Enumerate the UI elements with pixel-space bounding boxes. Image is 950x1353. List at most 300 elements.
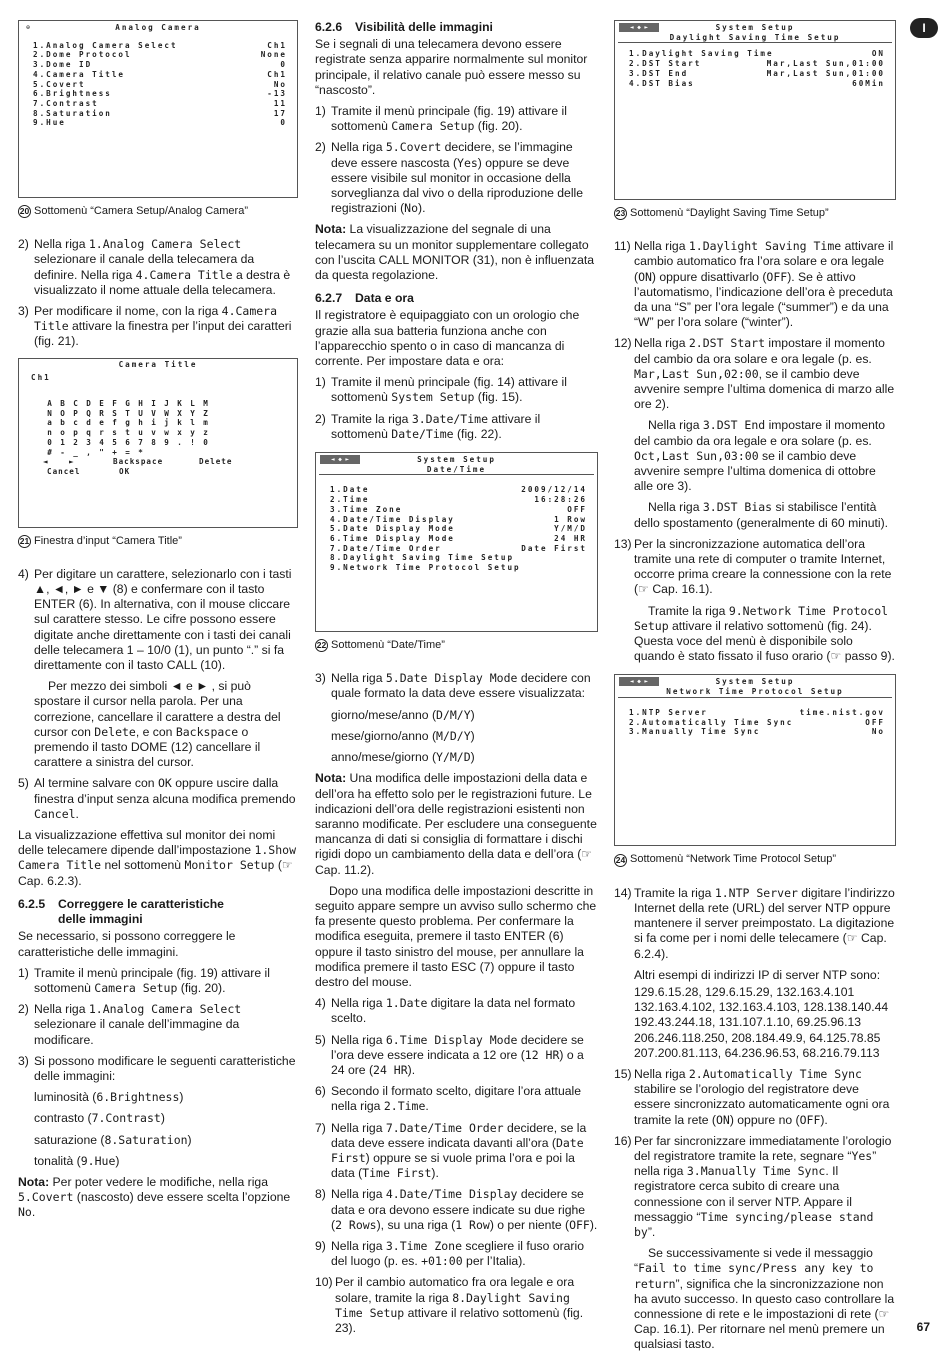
menu-row[interactable] (316, 495, 597, 505)
menu-icon: ◄ ◆ ► (619, 23, 659, 32)
item-text: Nella riga 5.Covert decidere, se l’immagine deve essere nascosta (Yes) oppure se deve essere visibile sul monitor in occasione della sorveglianza dal vivo o della riproduzione delle registrazioni (No). (331, 140, 584, 216)
menu-row-label: 7.Date/Time Order (330, 543, 442, 553)
item-text: Nella riga 1.Analog Camera Select selezionare il canale dell’immagine da modificare. (34, 1002, 242, 1047)
character-key[interactable]: 9 (164, 437, 169, 447)
item-number: 12) (614, 336, 632, 351)
menu-row-label: 4.Camera Title (33, 69, 126, 79)
edit-row (19, 457, 297, 467)
figure-analog-camera (18, 20, 298, 198)
character-key[interactable]: c (73, 418, 78, 428)
character-key[interactable]: " (99, 447, 104, 457)
menu-icon: ◄ ◆ ► (619, 677, 659, 686)
character-row (43, 428, 297, 438)
paragraph: Nella riga 3.DST Bias si stabilisce l’entità dello spostamento (generalmente di 60 minuti). (634, 500, 889, 530)
character-key[interactable]: Y (190, 408, 195, 418)
menu-row-value: No (871, 727, 885, 737)
character-key[interactable]: N (47, 408, 52, 418)
list-item (18, 776, 298, 822)
menu-row-value: ON (871, 49, 885, 59)
figure-network-time-protocol (614, 674, 896, 846)
character-key[interactable]: Q (86, 408, 91, 418)
character-key[interactable]: M (203, 399, 208, 409)
note: Nota: Una modifica delle impostazioni della data e dell’ora ha effetto solo per le registrazioni future. Le indicazioni dell’ora delle registrazioni esistenti non saranno modificate. Per escludere una conseguente mancanza di dati si consiglia di formattare i dischi rigidi dopo un cambiamento della data e dell’ora (☞ Cap. 11.2). (315, 771, 597, 877)
item-text: Nella riga 1.Analog Camera Select selezionare il canale della telecamera da definire. Nella riga 4.Camera Title a destra è visualizzato il nome attuale della telecamera. (34, 237, 291, 297)
character-key[interactable]: g (125, 418, 130, 428)
menu-row-value: Ch1 (267, 40, 287, 50)
character-key[interactable]: j (164, 418, 169, 428)
item-text: Nella riga 1.Daylight Saving Time attivare il cambio automatico fra l’ora solare e ora legale (ON) oppure disattivarlo (OFF). Se è attivo l’automatismo, l’indicazione dell’ora è preceduta da una “S” per l’ora legale (“summer”) e da una “W” per l’ora solare (“winter”). (634, 239, 894, 330)
item-number: 5) (18, 776, 29, 791)
item-number: 2) (315, 411, 326, 426)
item-text: Tramite la riga 3.Date/Time attivare il sottomenù Date/Time (fig. 22). (331, 411, 541, 441)
item-number: 10) (315, 1275, 333, 1290)
menu-row[interactable] (19, 50, 297, 60)
character-key[interactable]: r (99, 428, 104, 438)
character-key[interactable]: A (47, 399, 52, 409)
character-key[interactable]: T (125, 408, 130, 418)
list-item (614, 336, 896, 412)
list-item (315, 1239, 598, 1269)
figure-caption (614, 852, 896, 867)
menu-row-label: 2.Dome Protocol (33, 50, 132, 60)
item-number: 11) (614, 239, 631, 254)
character-key[interactable]: Z (203, 408, 208, 418)
item-number: 1) (315, 104, 326, 119)
item-number: 1) (18, 965, 29, 980)
list-item (18, 237, 298, 298)
menu-row[interactable] (19, 109, 297, 119)
item-text: Per digitare un carattere, selezionarlo con i tasti ▲, ◄, ► e ▼ (8) e confermare con il tasto ENTER (6). In alternativa, con il mouse cliccare sul carattere stesso. Le cifre possono essere digitate anche direttamente con i tasti dei canali delle telecamera 1 – 10/0 (1), un punto “.” si fa direttamente con il tasto CALL (10). (34, 566, 292, 673)
character-key[interactable]: 3 (86, 437, 91, 447)
character-key[interactable]: 7 (138, 437, 143, 447)
character-key[interactable]: = (125, 447, 130, 457)
item-text: Al termine salvare con OK oppure uscire dalla finestra d’input senza alcuna modifica premendo Cancel. (34, 776, 296, 821)
character-row (43, 438, 297, 448)
character-key[interactable]: 6 (125, 437, 130, 447)
list-item (315, 140, 598, 216)
figure-subtitle: Network Time Protocol Setup (618, 687, 892, 698)
menu-row[interactable] (19, 60, 297, 70)
character-key[interactable]: k (177, 418, 182, 428)
character-key[interactable]: 2 (73, 437, 78, 447)
item-text: Per la sincronizzazione automatica dell’ora tramite una rete di computer o tramite Internet, occorre prima creare la connessione con la rete (☞ Cap. 16.1). (634, 536, 892, 597)
character-key[interactable]: - (60, 447, 65, 457)
caption-text: Finestra d’input “Camera Title” (34, 534, 182, 547)
character-key[interactable]: P (73, 408, 78, 418)
menu-row[interactable] (316, 534, 597, 544)
item-number: 4) (18, 566, 29, 581)
figure-title: System Setup (417, 455, 496, 465)
menu-row-label: 1.Daylight Saving Time (629, 49, 774, 59)
menu-row-label: 5.Covert (33, 79, 86, 89)
character-key[interactable]: H (138, 399, 143, 409)
menu-row-value: No (273, 79, 287, 89)
item-text: Nella riga 4.Date/Time Display decidere se data e ora devono essere indicate su due righe (2 Rows), su una riga (1 Row) o per niente (OFF). (331, 1187, 598, 1232)
item-number: 3) (18, 1053, 29, 1068)
character-key[interactable]: t (125, 428, 130, 438)
list-item (18, 966, 298, 996)
menu-row[interactable] (316, 524, 597, 534)
cursor-right-button[interactable]: ► (69, 457, 75, 467)
item-text: Si possono modificare le seguenti caratteristiche delle immagini: (34, 1053, 296, 1083)
figure-title: Camera Title (118, 359, 198, 369)
menu-row-label: 3.Manually Time Sync (629, 727, 761, 737)
menu-row-label: 3.DST End (629, 68, 689, 78)
item-number: 3) (18, 304, 29, 319)
menu-row-label: 1.Analog Camera Select (33, 40, 178, 50)
menu-row-value: Y/M/D (554, 524, 587, 534)
character-key[interactable]: E (99, 399, 104, 409)
character-key[interactable]: l (190, 418, 195, 428)
paragraph: Se i segnali di una telecamera devono essere registrate senza apparire normalmente sul monitor principale, il relativo canale può essere messo su “nascosto”. (315, 37, 588, 97)
character-key[interactable]: X (177, 408, 182, 418)
menu-rows (316, 485, 597, 572)
character-key[interactable]: b (60, 418, 65, 428)
menu-row-value: None (260, 50, 287, 60)
menu-row[interactable] (19, 80, 297, 90)
list-entry: mese/giorno/anno (M/D/Y) (331, 728, 475, 743)
menu-row-value: Mar,Last Sun,01:00 (766, 68, 885, 78)
figure-camera-title (18, 358, 298, 528)
menu-row-value: 1 Row (554, 514, 587, 524)
character-key[interactable]: S (112, 408, 117, 418)
column-3 (614, 20, 896, 1353)
item-text: Nella riga 6.Time Display Mode decidere se l’ora deve essere indicata a 12 ore (12 HR) o a 24 ore (24 HR). (331, 1032, 584, 1077)
character-key[interactable] (186, 448, 199, 458)
character-key[interactable]: 8 (151, 437, 156, 447)
character-key[interactable]: z (203, 428, 208, 438)
item-number: 2) (18, 1002, 29, 1017)
list-item (614, 1067, 896, 1128)
character-key[interactable]: , (86, 447, 91, 457)
column-2 (315, 20, 598, 1342)
menu-row[interactable] (19, 99, 297, 109)
character-key[interactable]: i (151, 418, 156, 428)
list-item (315, 375, 598, 405)
menu-row-label: 9.Network Time Protocol Setup (330, 563, 521, 573)
character-key[interactable]: # (47, 447, 52, 457)
figure-title: Analog Camera (115, 23, 201, 32)
menu-row-value: 16:28:26 (534, 495, 587, 505)
character-key[interactable]: u (138, 428, 143, 438)
character-key[interactable]: e (99, 418, 104, 428)
character-key[interactable]: 0 (203, 437, 208, 447)
menu-row[interactable] (316, 544, 597, 554)
list-item (315, 1084, 598, 1114)
figure-number: 23 (615, 208, 626, 219)
character-key[interactable]: 5 (112, 437, 117, 447)
menu-row-value: Mar,Last Sun,01:00 (766, 59, 885, 69)
caption-text: Sottomenù “Daylight Saving Time Setup” (630, 207, 829, 219)
ok-button[interactable]: OK (119, 466, 131, 476)
menu-row-value: 17 (273, 108, 287, 118)
list-entry: anno/mese/giorno (Y/M/D) (331, 750, 475, 765)
menu-row-value: Date First (521, 543, 587, 553)
section-heading-6-2-7: 6.2.7 Data e ora (315, 291, 414, 306)
character-key[interactable] (147, 448, 160, 458)
character-key[interactable] (160, 448, 173, 458)
channel-label: Ch1 (31, 373, 51, 383)
menu-row-label: 8.Saturation (33, 108, 112, 118)
item-text: Nella riga 2.DST Start impostare il momento del cambio da ora solare e ora legale (p. es. Mar,Last Sun,02:00, se il cambio deve avvenire sempre l’ultima domenica di marzo alle ore 2). (634, 336, 895, 412)
list-item (18, 567, 298, 673)
paragraph: Altri esempi di indirizzi IP di server NTP sono: (634, 967, 881, 982)
menu-row[interactable] (316, 553, 597, 563)
list-entry: luminosità (6.Brightness) (34, 1090, 184, 1105)
menu-row-value: time.nist.gov (799, 707, 885, 717)
character-key[interactable]: d (86, 418, 91, 428)
item-number: 14) (614, 885, 632, 900)
cursor-left-button[interactable]: ◄ (43, 457, 49, 467)
item-number: 2) (18, 237, 29, 252)
character-row (43, 399, 297, 409)
character-key[interactable]: . (177, 437, 182, 447)
menu-rows (615, 49, 895, 88)
menu-row-label: 9.Hue (33, 118, 66, 128)
menu-row-label: 6.Brightness (33, 89, 112, 99)
menu-row-label: 8.Daylight Saving Time Setup (330, 553, 515, 563)
menu-row[interactable] (615, 69, 895, 79)
list-item (315, 1121, 598, 1182)
paragraph: Se successivamente si vede il messaggio “Fail to time sync/Press any key to return”, significa che la sincronizzazione non ha avuto successo. In questo caso controllare la connessione di rete e le impostazioni di rete (☞ Cap. 16.1). Per ritornare nel menù premere un qualsiasi tasto. (634, 1246, 895, 1352)
item-text: Nella riga 1.Date digitare la data nel formato scelto. (331, 996, 576, 1026)
paragraph: Nella riga 3.DST End impostare il momento del cambio da ora legale e ora solare (p. es. Oct,Last Sun,03:00 se il cambio deve avvenire sempre l’ultima domenica di ottobre alle ore 3). (634, 418, 886, 494)
menu-row-label: 2.DST Start (629, 59, 702, 69)
paragraph: Il registratore è equipaggiato con un orologio che grazie alla sua batteria funziona anche con l’apparecchio spento o in caso di mancanza di corrente. Per impostare data e ora: (315, 308, 580, 369)
character-key[interactable]: K (177, 399, 182, 409)
menu-row-label: 2.Time (330, 495, 370, 505)
list-item (614, 1134, 896, 1240)
menu-row-value: 2009/12/14 (521, 485, 587, 495)
menu-row-value: 60Min (852, 78, 885, 88)
menu-row[interactable] (615, 708, 895, 718)
menu-row-value: 0 (280, 60, 287, 70)
figure-title: System Setup (715, 23, 795, 32)
item-number: 6) (315, 1084, 326, 1099)
character-key[interactable]: 4 (99, 437, 104, 447)
character-key[interactable]: F (112, 399, 117, 409)
list-entry: contrasto (7.Contrast) (34, 1111, 165, 1126)
figure-subtitle: Date/Time (319, 465, 594, 476)
list-entry: saturazione (8.Saturation) (34, 1132, 192, 1147)
character-key[interactable]: V (151, 408, 156, 418)
list-item (315, 1275, 598, 1336)
figure-date-time (315, 452, 598, 632)
character-key[interactable]: a (47, 418, 52, 428)
figure-number: 21 (19, 535, 30, 546)
list-item (315, 1033, 598, 1079)
item-text: Per modificare il nome, con la riga 4.Camera Title attivare la finestra per l’input dei caratteri (fig. 21). (34, 304, 292, 349)
item-text: Tramite la riga 1.NTP Server digitare l’indirizzo Internet della rete (URL) del server NTP oppure mantenere il server preimpostato. La digitazione si fa come per i nomi delle telecamere (☞ Cap. 6.2.4). (634, 885, 895, 961)
menu-rows (19, 41, 297, 128)
item-number: 2) (315, 140, 326, 155)
character-key[interactable]: D (86, 399, 91, 409)
figure-number: 20 (19, 206, 30, 217)
character-row (43, 448, 297, 458)
menu-row-value: -13 (267, 89, 287, 99)
item-number: 16) (614, 1133, 632, 1148)
menu-row-label: 1.NTP Server (629, 707, 708, 717)
menu-row-value: Ch1 (267, 69, 287, 79)
menu-icon: ⊕ (26, 24, 30, 31)
menu-row[interactable] (615, 79, 895, 89)
menu-row[interactable] (19, 89, 297, 99)
character-key[interactable]: q (86, 428, 91, 438)
delete-button[interactable]: Delete (199, 457, 233, 467)
item-number: 5) (315, 1032, 326, 1047)
character-key[interactable]: U (138, 408, 143, 418)
character-key[interactable]: m (203, 418, 208, 428)
character-key[interactable]: C (73, 399, 78, 409)
menu-row[interactable] (316, 515, 597, 525)
figure-caption (315, 638, 598, 653)
list-item (315, 996, 598, 1026)
note: Nota: Per poter vedere le modifiche, nella riga 5.Covert (nascosto) deve essere scelta l’opzione No. (18, 1174, 291, 1220)
item-text: Nella riga 2.Automatically Time Sync stabilire se l’orologio del registratore deve essere sincronizzato automaticamente ogni ora tramite la rete (ON) oppure no (OFF). (634, 1066, 890, 1127)
list-item (315, 104, 598, 134)
menu-row-value: 11 (273, 98, 287, 108)
item-text: Per il cambio automatico fra ora legale e ora solare, tramite la riga 8.Daylight Saving Time Setup attivare il relativo sottomenù (fig. 23). (335, 1275, 584, 1335)
character-row (43, 418, 297, 428)
item-text: Tramite il menù principale (fig. 19) attivare il sottomenù Camera Setup (fig. 20). (331, 104, 567, 134)
menu-row[interactable] (316, 505, 597, 515)
character-key[interactable]: 1 (60, 437, 65, 447)
menu-rows (615, 708, 895, 737)
character-grid (19, 399, 297, 457)
item-number: 8) (315, 1187, 326, 1202)
menu-row[interactable] (19, 70, 297, 80)
item-number: 15) (614, 1066, 632, 1081)
figure-subtitle: Daylight Saving Time Setup (618, 33, 892, 44)
character-key[interactable]: y (190, 428, 195, 438)
menu-row-value: OFF (567, 504, 587, 514)
cancel-button[interactable]: Cancel (47, 466, 81, 476)
item-number: 4) (315, 996, 326, 1011)
menu-row-label: 4.Date/Time Display (330, 514, 455, 524)
character-key[interactable]: f (112, 418, 117, 428)
item-number: 1) (315, 375, 326, 390)
section-heading-6-2-5: 6.2.5 Correggere le caratteristiche delle immagini (18, 896, 224, 927)
menu-row-label: 1.Date (330, 485, 370, 495)
character-key[interactable]: v (151, 428, 156, 438)
list-item (614, 886, 896, 962)
note: Nota: La visualizzazione del segnale di una telecamera su un monitor supplementare collegato con l’uscita CALL MONITOR (31), non è influenzata da questa regolazione. (315, 222, 595, 283)
menu-icon: ◄ ◆ ► (320, 455, 360, 464)
list-item (315, 1187, 598, 1233)
menu-row[interactable] (615, 59, 895, 69)
list-item (18, 1054, 298, 1084)
menu-row-label: 7.Contrast (33, 98, 99, 108)
item-number: 7) (315, 1120, 326, 1135)
list-entry: giorno/mese/anno (D/M/Y) (331, 707, 475, 722)
item-text: Tramite il menù principale (fig. 14) attivare il sottomenù System Setup (fig. 15). (331, 375, 567, 405)
character-key[interactable]: 0 (47, 437, 52, 447)
character-key[interactable]: O (60, 408, 65, 418)
menu-row-label: 3.Time Zone (330, 504, 403, 514)
item-text: Nella riga 3.Time Zone scegliere il fuso orario del luogo (p. es. +01:00 per l’Italia). (331, 1238, 584, 1269)
menu-row[interactable] (316, 485, 597, 495)
caption-text: Sottomenù “Network Time Protocol Setup” (630, 853, 837, 866)
menu-row-label: 4.DST Bias (629, 78, 695, 88)
paragraph: Se necessario, si possono correggere le caratteristiche delle immagini. (18, 929, 236, 959)
paragraph: La visualizzazione effettiva sul monitor dei nomi delle telecamere dipende dall’impostazione 1.Show Camera Title nel sottomenù Monitor Setup (☞ Cap. 6.2.3). (18, 828, 296, 888)
menu-row-label: 6.Time Display Mode (330, 534, 455, 543)
list-entry: tonalità (9.Hue) (34, 1153, 120, 1168)
character-key[interactable]: L (190, 399, 195, 409)
character-key[interactable]: w (164, 428, 169, 438)
character-key[interactable]: * (138, 447, 143, 457)
item-text: Tramite il menù principale (fig. 19) attivare il sottomenù Camera Setup (fig. 20). (34, 965, 270, 995)
menu-row[interactable] (615, 727, 895, 737)
page-number: 67 (916, 1319, 930, 1334)
menu-row-label: 5.Date Display Mode (330, 524, 455, 534)
menu-row[interactable] (316, 563, 597, 573)
character-key[interactable]: G (125, 399, 130, 409)
menu-row[interactable] (19, 41, 297, 51)
character-key[interactable]: s (112, 428, 117, 438)
character-key[interactable]: I (151, 399, 156, 409)
menu-row[interactable] (19, 118, 297, 128)
item-number: 9) (315, 1238, 326, 1253)
figure-caption (18, 534, 298, 549)
list-item (315, 412, 598, 442)
list-item (315, 671, 598, 701)
action-row (19, 467, 297, 477)
menu-row[interactable] (615, 49, 895, 59)
character-key[interactable] (199, 448, 212, 458)
character-key[interactable]: ! (190, 437, 195, 447)
item-text: Nella riga 7.Date/Time Order decidere, se la data deve essere indicata davanti all’ora (Date First) oppure se si vuole prima l’ora e poi la data (Time First). (331, 1120, 587, 1181)
character-key[interactable]: + (112, 447, 117, 457)
character-key[interactable] (173, 448, 186, 458)
menu-row-label: 2.Automatically Time Sync (629, 717, 794, 727)
caption-text: Sottomenù “Camera Setup/Analog Camera” (34, 205, 248, 217)
character-row (43, 409, 297, 419)
menu-row-value: OFF (865, 717, 885, 727)
character-key[interactable]: h (138, 418, 143, 428)
menu-row-value: 24 HR (554, 534, 587, 543)
list-item (18, 1002, 298, 1048)
figure-caption (18, 204, 298, 219)
character-key[interactable]: B (60, 399, 65, 409)
character-key[interactable]: o (60, 428, 65, 438)
backspace-button[interactable]: Backspace (113, 457, 164, 467)
item-text: Per far sincronizzare immediatamente l’orologio del registratore tramite la rete, segnare “Yes” nella riga 3.Manually Time Sync. Il registratore cerca subito di creare una connessione con il server NTP. Appare il messaggio “Time syncing/please stand by”. (634, 1133, 892, 1239)
list-item (614, 537, 896, 598)
character-key[interactable]: _ (73, 447, 78, 457)
item-text: Secondo il formato scelto, digitare l’ora attuale nella riga 2.Time. (331, 1084, 581, 1114)
figure-number: 24 (615, 854, 626, 865)
menu-row-label: 3.Dome ID (33, 60, 93, 70)
character-key[interactable]: W (164, 408, 169, 418)
menu-row[interactable] (615, 718, 895, 728)
character-key[interactable]: R (99, 408, 104, 418)
figure-daylight-saving (614, 20, 896, 200)
character-key[interactable]: J (164, 399, 169, 409)
list-item (614, 239, 896, 330)
item-number: 3) (315, 671, 326, 686)
figure-number: 22 (316, 640, 327, 651)
ip-list: 129.6.15.28, 129.6.15.29, 132.163.4.101 132.163.4.102, 132.163.4.103, 128.138.140.44 192.43.244.18, 131.107.1.10, 69.25.96.13 206.246.118.250, 208.184.49.9, 64.125.78.85 207.200.81.113, 64.236.96.53, 68.216.79.113 (634, 984, 889, 1060)
item-text: Nella riga 5.Date Display Mode decidere con quale formato la data deve essere visualizzata: (331, 671, 591, 701)
paragraph: Tramite la riga 9.Network Time Protocol Setup attivare il relativo sottomenù (fig. 24). Questa voce del menù è disponibile solo quando è stato fissato il fuso orario (☞ passo 9). (634, 603, 895, 664)
figure-caption (614, 206, 896, 221)
character-key[interactable]: n (47, 428, 52, 438)
character-key[interactable]: p (73, 428, 78, 438)
section-heading-6-2-6: 6.2.6 Visibilità delle immagini (315, 20, 493, 34)
character-key[interactable]: x (177, 428, 182, 438)
menu-row-value: 0 (280, 118, 287, 128)
